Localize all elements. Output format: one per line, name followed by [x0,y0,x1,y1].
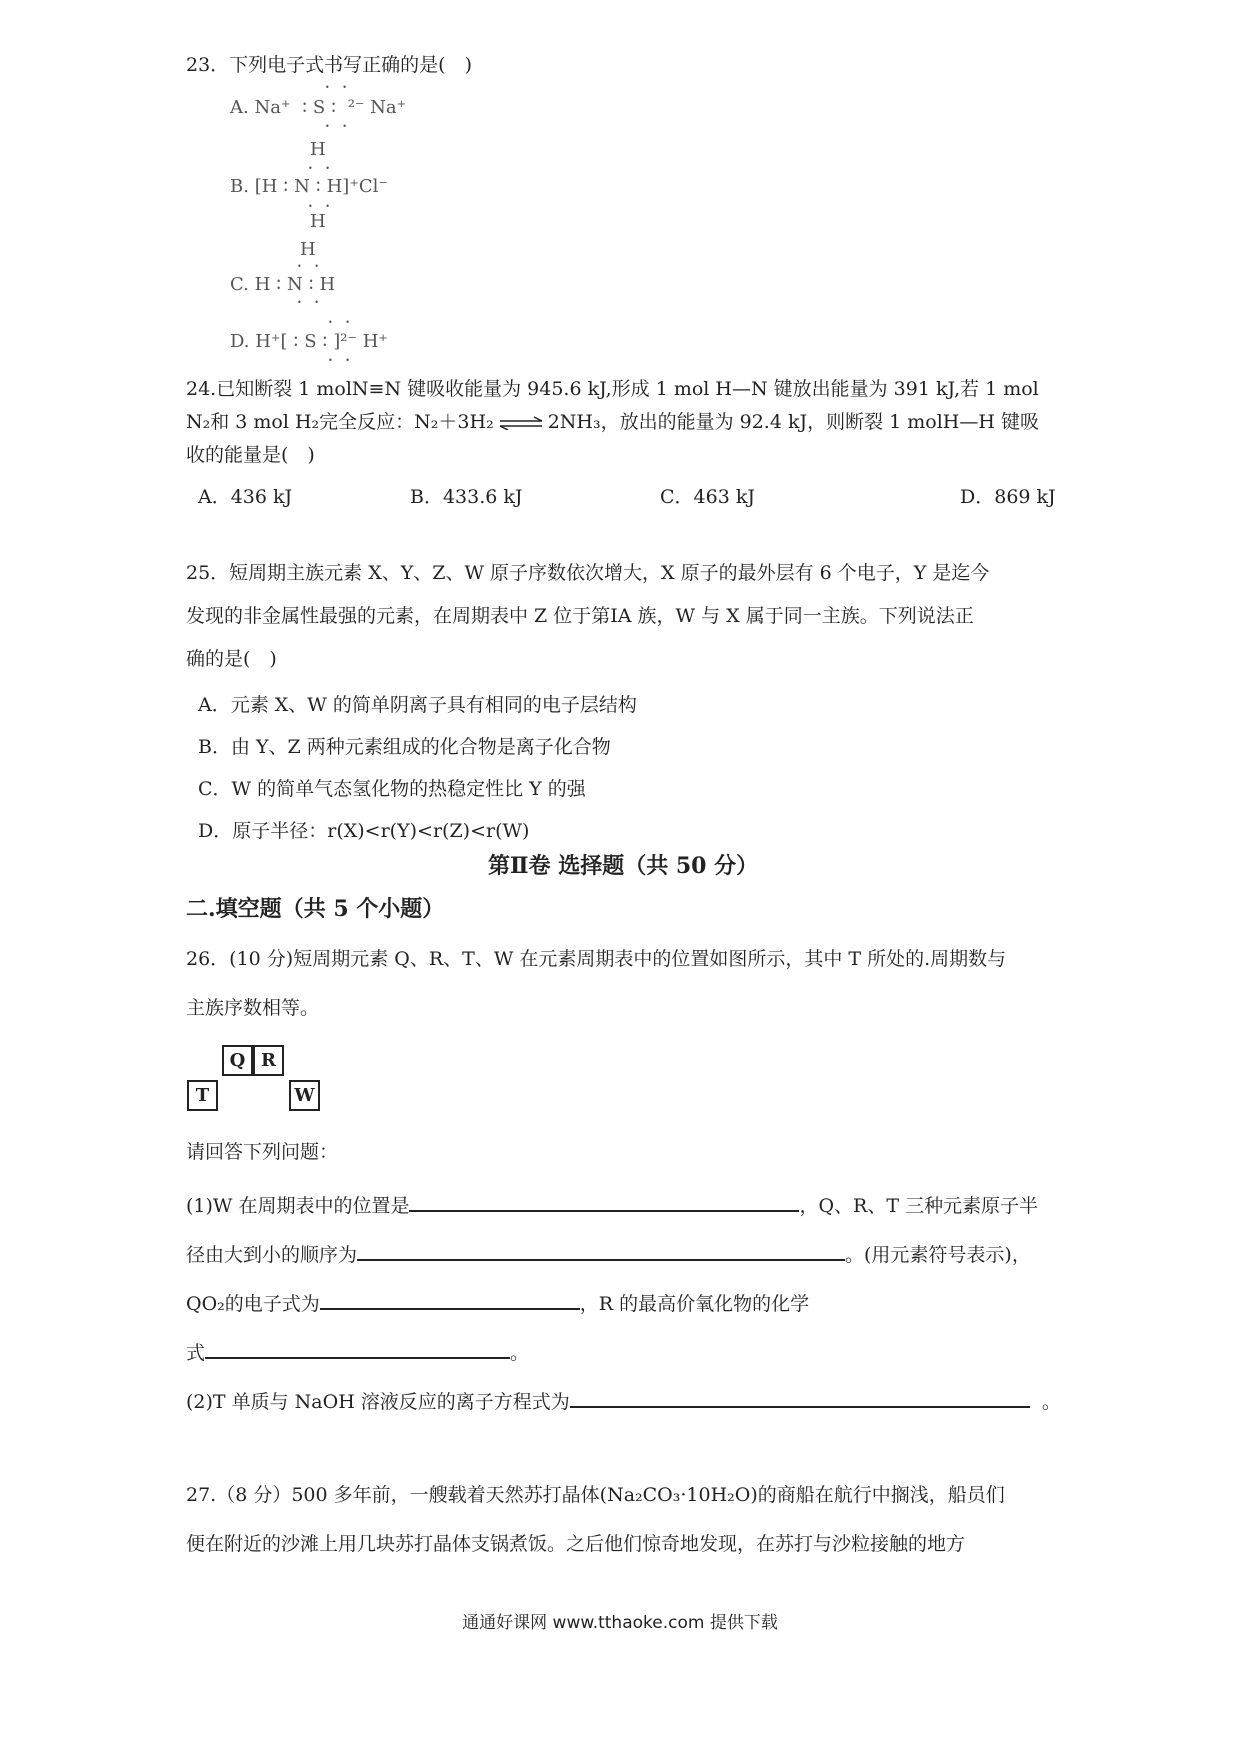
answer-blank[interactable] [357,1239,845,1261]
q24-line2-part1: N₂和 3 mol H₂完全反应：N₂＋3H₂ [186,411,494,433]
q24-line3: 收的能量是( ) [186,444,315,466]
text: (1)W 在周期表中的位置是 [186,1195,410,1217]
formula-left: Na⁺ [254,97,291,118]
formula-center: S [312,97,326,118]
q23-c-top: H [300,239,316,260]
q26-line1: 26．(10 分)短周期元素 Q、R、T、W 在元素周期表中的位置如图所示，其中 T 所处的.周期数与 [186,948,1007,970]
q24-line2-part2: 2NH₃，放出的能量为 92.4 kJ，则断裂 1 molH—H 键吸 [547,411,1039,433]
formula-right: ²⁻ Na⁺ [347,97,407,118]
q24-option-a: A．436 kJ [198,486,293,508]
text: (2)T 单质与 NaOH 溶液反应的离子方程式为 [186,1391,570,1413]
answer-blank[interactable] [320,1288,580,1310]
q25-line1: 25．短周期主族元素 X、Y、Z、W 原子序数依次增大，X 原子的最外层有 6 个电子，Y 是迄今 [186,562,990,584]
cell-q: Q [222,1045,253,1076]
text: 式 [186,1342,206,1364]
q23-option-d: D. H⁺[ • • S • • ]²⁻ H⁺ [230,331,388,352]
cell-t: T [187,1080,218,1111]
q23-option-b: B. [H • • N • • H]⁺Cl⁻ [230,176,388,197]
q25-line3: 确的是( ) [186,648,277,670]
q26-line2: 主族序数相等。 [186,997,320,1019]
q26-q1-line1 [186,1190,1038,1218]
text: QO₂的电子式为 [186,1293,320,1315]
q24-option-b: B．433.6 kJ [410,486,523,508]
text: 。 [510,1342,530,1364]
q23-b-bottom: H [310,211,326,232]
cell-w: W [289,1080,320,1111]
answer-blank[interactable] [205,1337,510,1359]
q25-line2: 发现的非金属性最强的元素，在周期表中 Z 位于第ⅠA 族，W 与 X 属于同一主族。下列说法正 [186,605,974,627]
formula-center: N [294,176,310,197]
text: 径由大到小的顺序为 [186,1244,358,1266]
q25-option-b: B．由 Y、Z 两种元素组成的化合物是离子化合物 [198,736,611,758]
q23-stem: 23．下列电子式书写正确的是( ) [186,54,473,76]
text: ，R 的最高价氧化物的化学 [579,1293,810,1315]
q26-prompt: 请回答下列问题： [186,1141,339,1163]
formula-right: H]⁺Cl⁻ [326,176,388,197]
q26-q1-line3 [186,1288,809,1316]
q24-option-d: D．869 kJ [960,486,1056,508]
cell-r: R [253,1045,284,1076]
option-letter: A. [230,97,249,118]
option-letter: C. [230,274,249,295]
part-title: 二.填空题（共 5 个小题） [186,896,445,922]
text: 。 [1041,1391,1061,1413]
answer-blank[interactable] [570,1386,1030,1408]
answer-blank[interactable] [409,1190,799,1212]
formula-right: H [319,274,336,295]
q25-option-d: D．原子半径：r(X)<r(Y)<r(Z)<r(W) [198,820,530,842]
q23-option-c: C. H • • N • • H [230,274,336,295]
q23-option-a: A. Na⁺ • • S • • ²⁻ Na⁺ [230,97,407,118]
q25-option-a: A．元素 X、W 的简单阴离子具有相同的电子层结构 [198,694,637,716]
q26-q2-line [186,1386,1061,1414]
formula-left: H⁺[ [255,331,288,352]
equilibrium-arrow-icon [498,416,544,430]
q27-line2: 便在附近的沙滩上用几块苏打晶体支锅煮饭。之后他们惊奇地发现，在苏打与沙粒接触的地方 [186,1533,966,1555]
q24-line2 [186,411,1039,434]
formula-right: ]²⁻ H⁺ [333,331,388,352]
q26-q1-line4 [186,1337,529,1365]
q23-b-top: H [310,139,326,160]
q25-option-c: C．W 的简单气态氢化物的热稳定性比 Y 的强 [198,778,586,800]
formula-center: N [287,274,303,295]
option-letter: B. [230,176,249,197]
formula-left: [H [254,176,278,197]
option-letter: D. [230,331,250,352]
q26-q1-line2 [186,1239,1031,1267]
text: ，Q、R、T 三种元素原子半 [799,1195,1039,1217]
q27-line1: 27.（8 分）500 多年前，一艘载着天然苏打晶体(Na₂CO₃·10H₂O)的商船在航行中搁浅，船员们 [186,1484,1005,1506]
q24-option-c: C．463 kJ [660,486,755,508]
section-title: 第Ⅱ卷 选择题（共 50 分） [488,853,759,879]
formula-center: S [304,331,317,352]
q24-line1: 24.已知断裂 1 molN≡N 键吸收能量为 945.6 kJ,形成 1 mol H—N 键放出能量为 391 kJ,若 1 mol [186,378,1039,400]
text: 。(用元素符号表示)， [845,1244,1031,1266]
page-footer: 通通好课网 www.tthaoke.com 提供下载 [462,1613,778,1633]
formula-left: H [254,274,271,295]
